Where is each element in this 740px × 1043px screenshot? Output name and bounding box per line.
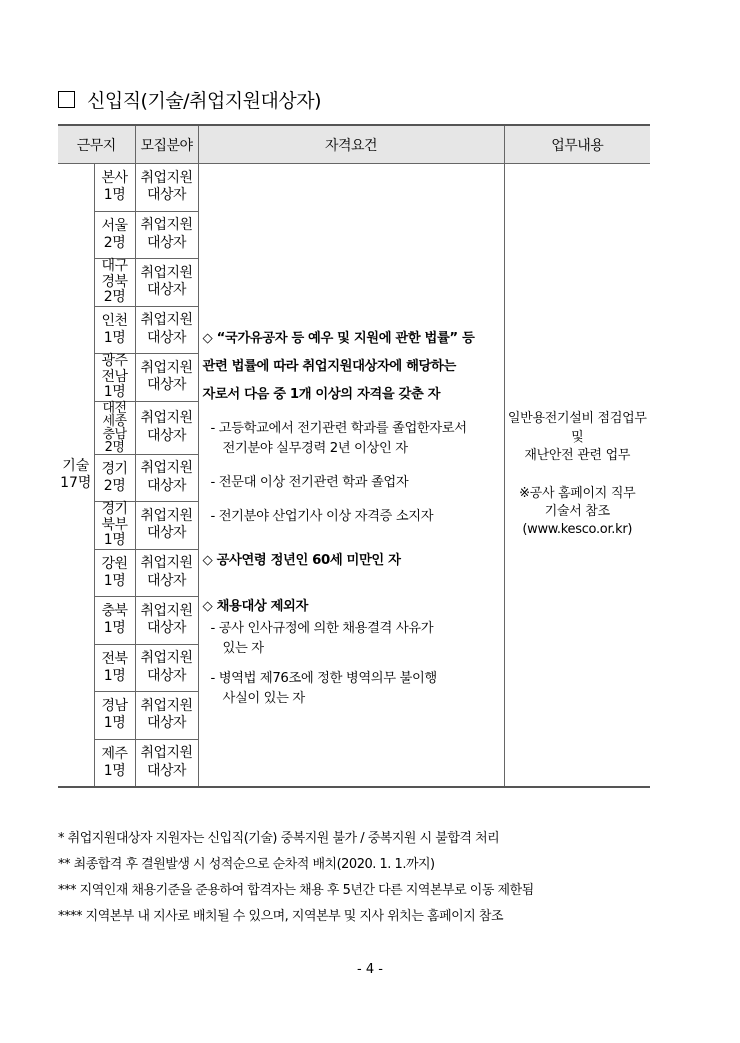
branch-line: 충북 bbox=[101, 603, 128, 620]
field-line: 대상자 bbox=[146, 667, 187, 684]
branch-line: 1명 bbox=[103, 667, 126, 684]
field-cell bbox=[135, 306, 198, 354]
branch-line: 인천 bbox=[101, 312, 128, 329]
field-cell bbox=[135, 692, 198, 740]
branch-line: 본사 bbox=[101, 170, 128, 187]
field-line: 취업지원 bbox=[140, 264, 193, 281]
field-line: 대상자 bbox=[146, 715, 187, 732]
qual-exclusion-head: ◇ 채용대상 제외자 bbox=[202, 599, 308, 614]
branch-line: 1명 bbox=[103, 715, 126, 732]
field-cell bbox=[135, 549, 198, 597]
field-cell bbox=[135, 164, 198, 212]
branch-line: 세종 bbox=[102, 413, 127, 429]
field-line: 취업지원 bbox=[140, 507, 193, 524]
branch-cell bbox=[94, 739, 135, 787]
branch-line: 서울 bbox=[101, 217, 128, 234]
footnote-2: ** 최종합격 후 결원발생 시 성적순으로 순차적 배치(2020. 1. 1.까지) bbox=[58, 857, 435, 872]
table-header-row bbox=[58, 125, 650, 164]
duty-line: 기술서 참조 bbox=[544, 504, 610, 520]
qualifications-cell bbox=[198, 164, 504, 788]
branch-line: 경기 bbox=[101, 501, 128, 518]
qual-item-3: - 전기분야 산업기사 이상 자격증 소지자 bbox=[210, 509, 434, 524]
branch-line: 2명 bbox=[103, 234, 126, 251]
branch-line: 충남 bbox=[102, 426, 127, 442]
section-title-text: 신입직(기술/취업지원대상자) bbox=[87, 90, 321, 112]
field-line: 대상자 bbox=[146, 187, 187, 204]
table-row bbox=[58, 164, 650, 212]
footnotes bbox=[58, 826, 534, 930]
branch-line: 제주 bbox=[101, 745, 128, 762]
field-cell bbox=[135, 502, 198, 550]
branch-cell bbox=[94, 306, 135, 354]
qual-item-2: - 전문대 이상 전기관련 학과 졸업자 bbox=[210, 475, 409, 490]
qual-age: ◇ 공사연령 정년인 60세 미만인 자 bbox=[202, 553, 401, 568]
branch-cell bbox=[94, 644, 135, 692]
header-qualifications: 자격요건 bbox=[198, 125, 504, 164]
field-line: 대상자 bbox=[146, 377, 187, 394]
branch-cell bbox=[94, 259, 135, 307]
footnote-3: *** 지역인재 채용기준을 준용하여 합격자는 채용 후 5년간 다른 지역본부로 이동 제한됨 bbox=[58, 883, 534, 898]
field-line: 취업지원 bbox=[140, 359, 193, 376]
field-line: 대상자 bbox=[146, 427, 187, 444]
qual-exclusion-1: - 공사 인사규정에 의한 채용결격 사유가 bbox=[210, 621, 434, 636]
branch-line: 강원 bbox=[101, 555, 128, 572]
branch-line: 전북 bbox=[101, 650, 128, 667]
branch-cell bbox=[94, 401, 135, 454]
field-line: 취업지원 bbox=[140, 312, 193, 329]
qual-main-line: 자로서 다음 중 1개 이상의 자격을 갖춘 자 bbox=[202, 387, 441, 402]
branch-line: 1명 bbox=[103, 329, 126, 346]
branch-line: 경기 bbox=[101, 460, 128, 477]
duty-url: (www.kesco.or.kr) bbox=[522, 522, 633, 538]
dept-cell bbox=[58, 164, 94, 788]
branch-line: 북부 bbox=[101, 516, 128, 533]
branch-line: 1명 bbox=[103, 187, 126, 204]
field-line: 대상자 bbox=[146, 477, 187, 494]
field-cell bbox=[135, 211, 198, 259]
duty-line: 일반용전기설비 점검업무 bbox=[507, 411, 647, 427]
branch-cell bbox=[94, 692, 135, 740]
duty-line: 및 bbox=[571, 429, 584, 445]
branch-line: 1명 bbox=[103, 620, 126, 637]
field-line: 취업지원 bbox=[140, 555, 193, 572]
field-line: 대상자 bbox=[146, 572, 187, 589]
branch-line: 2명 bbox=[103, 288, 126, 305]
qual-exclusion-2-cont: 사실이 있는 자 bbox=[222, 691, 305, 706]
field-line: 대상자 bbox=[146, 329, 187, 346]
recruitment-table bbox=[58, 124, 650, 788]
qual-exclusion-2: - 병역법 제76조에 정한 병역의무 불이행 bbox=[210, 671, 437, 686]
field-line: 대상자 bbox=[146, 762, 187, 779]
header-location: 근무지 bbox=[58, 125, 135, 164]
branch-line: 경북 bbox=[101, 273, 128, 290]
field-line: 취업지원 bbox=[140, 217, 193, 234]
footnote-4: **** 지역본부 내 지사로 배치될 수 있으며, 지역본부 및 지사 위치는 홈페이지 참조 bbox=[58, 909, 504, 924]
field-cell bbox=[135, 259, 198, 307]
field-cell bbox=[135, 644, 198, 692]
field-line: 취업지원 bbox=[140, 410, 193, 426]
header-field: 모집분야 bbox=[135, 125, 198, 164]
field-cell bbox=[135, 597, 198, 645]
checkbox-square-icon bbox=[58, 91, 75, 108]
branch-cell bbox=[94, 502, 135, 550]
qual-item-1: - 고등학교에서 전기관련 학과를 졸업한자로서 bbox=[210, 421, 467, 436]
dept-count: 17명 bbox=[60, 475, 92, 491]
qual-item-1-cont: 전기분야 실무경력 2년 이상인 자 bbox=[222, 441, 408, 456]
page-number: - 4 - bbox=[357, 962, 383, 977]
branch-line: 1명 bbox=[103, 531, 126, 548]
field-line: 취업지원 bbox=[140, 460, 193, 477]
field-line: 대상자 bbox=[146, 620, 187, 637]
qual-main-line: 관련 법률에 따라 취업지원대상자에 해당하는 bbox=[202, 359, 456, 374]
field-cell bbox=[135, 354, 198, 402]
field-line: 취업지원 bbox=[140, 697, 193, 714]
branch-cell bbox=[94, 597, 135, 645]
field-line: 대상자 bbox=[146, 282, 187, 299]
branch-line: 2명 bbox=[104, 439, 125, 455]
field-cell bbox=[135, 401, 198, 454]
field-line: 대상자 bbox=[146, 525, 187, 542]
branch-line: 경남 bbox=[101, 698, 128, 715]
branch-line: 전남 bbox=[101, 368, 128, 385]
branch-line: 대구 bbox=[101, 258, 128, 275]
branch-line: 2명 bbox=[103, 477, 126, 494]
branch-line: 1명 bbox=[103, 762, 126, 779]
field-line: 취업지원 bbox=[140, 169, 193, 186]
branch-cell bbox=[94, 454, 135, 502]
branch-line: 1명 bbox=[103, 572, 126, 589]
qual-main-line: ◇ “국가유공자 등 예우 및 지원에 관한 법률” 등 bbox=[202, 331, 475, 346]
field-line: 대상자 bbox=[146, 234, 187, 251]
branch-cell bbox=[94, 549, 135, 597]
branch-cell bbox=[94, 211, 135, 259]
branch-line: 1명 bbox=[103, 383, 126, 400]
duty-line: 재난안전 관련 업무 bbox=[524, 447, 631, 463]
dept-name: 기술 bbox=[62, 458, 90, 475]
field-cell bbox=[135, 739, 198, 787]
duties-cell bbox=[504, 164, 650, 788]
branch-line: 광주 bbox=[101, 353, 128, 370]
field-cell bbox=[135, 454, 198, 502]
footnote-1: * 취업지원대상자 지원자는 신입직(기술) 중복지원 불가 / 중복지원 시 불합격 처리 bbox=[58, 831, 500, 846]
header-duties: 업무내용 bbox=[504, 125, 650, 164]
branch-cell bbox=[94, 164, 135, 212]
field-line: 취업지원 bbox=[140, 602, 193, 619]
qual-main bbox=[203, 325, 504, 409]
branch-cell bbox=[94, 354, 135, 402]
branch-line: 대전 bbox=[102, 400, 127, 416]
qual-exclusion-1-cont: 있는 자 bbox=[222, 641, 264, 656]
field-line: 취업지원 bbox=[140, 745, 193, 762]
field-line: 취업지원 bbox=[140, 650, 193, 667]
section-title bbox=[58, 86, 321, 113]
duty-line: ※공사 홈페이지 직무 bbox=[519, 486, 636, 501]
